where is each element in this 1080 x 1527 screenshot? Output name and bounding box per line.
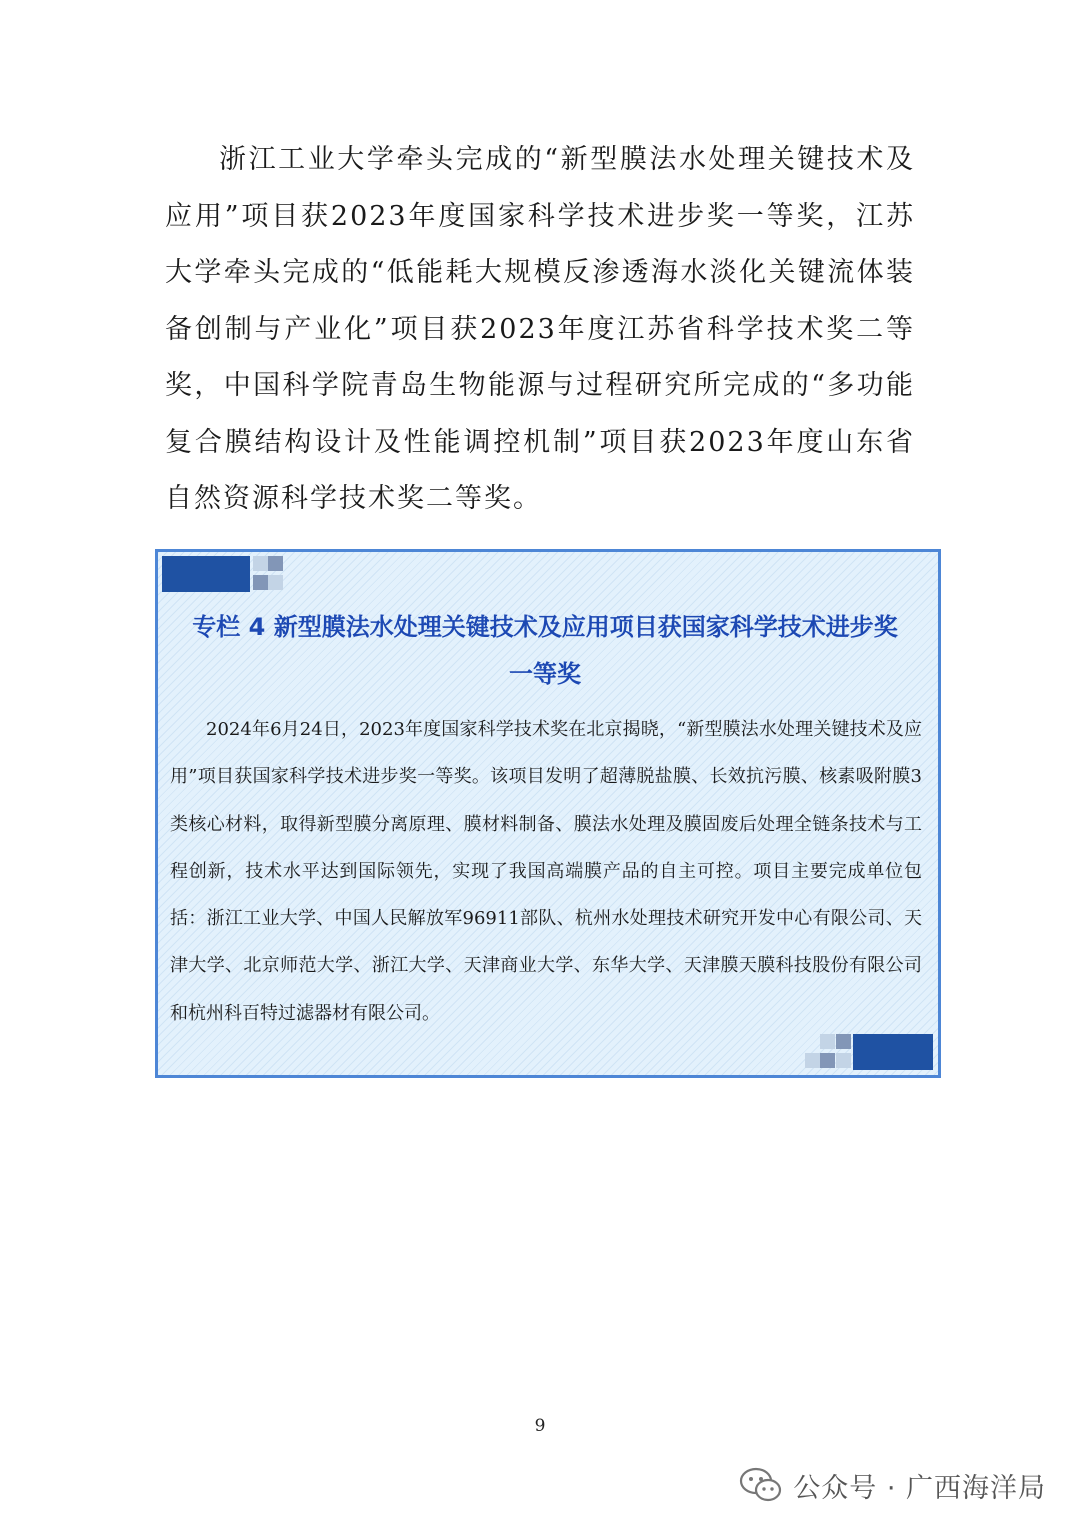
sidebar-decor-square (836, 1053, 851, 1068)
main-paragraph: 浙江工业大学牵头完成的“新型膜法水处理关键技术及应用”项目获2023年度国家科学技术进步奖一等奖，江苏大学牵头完成的“低能耗大规模反渗透海水淡化关键流体装备创制与产业化”项目获2023年度江苏省科学技术奖二等奖，中国科学院青岛生物能源与过程研究所完成的“多功能复合膜结构设计及性能调控机制”项目获2023年度山东省自然资源科学技术奖二等奖。 (165, 144, 915, 514)
sidebar-decor-bar-top (162, 556, 250, 592)
sidebar-title-line-1: 专栏 4 新型膜法水处理关键技术及应用项目获国家科学技术进步奖 (192, 613, 898, 641)
sidebar-decor-square (268, 575, 283, 590)
watermark (739, 1461, 1046, 1509)
watermark-text: 公众号 · 广西海洋局 (793, 1472, 1046, 1504)
sidebar-decor-square (820, 1053, 835, 1068)
sidebar-decor-bar-bottom (853, 1034, 933, 1070)
sidebar-decor-square (268, 556, 283, 571)
page-number: 9 (534, 1416, 546, 1436)
sidebar-title (0, 604, 1080, 698)
wechat-icon (739, 1467, 783, 1503)
sidebar-decor-square (253, 556, 268, 571)
sidebar-body: 2024年6月24日，2023年度国家科学技术奖在北京揭晓，“新型膜法水处理关键技术及应用”项目获国家科学技术进步奖一等奖。该项目发明了超薄脱盐膜、长效抗污膜、核素吸附膜3类核心材料，取得新型膜分离原理、膜材料制备、膜法水处理及膜固废后处理全链条技术与工程创新，技术水平达到国际领先，实现了我国高端膜产品的自主可控。项目主要完成单位包括：浙江工业大学、中国人民解放军96911部队、杭州水处理技术研究开发中心有限公司、天津大学、北京师范大学、浙江大学、天津商业大学、东华大学、天津膜天膜科技股份有限公司和杭州科百特过滤器材有限公司。 (170, 719, 922, 1024)
sidebar-decor-square (805, 1053, 820, 1068)
sidebar-decor-square (253, 575, 268, 590)
sidebar-title-line-2: 一等奖 (509, 660, 581, 688)
